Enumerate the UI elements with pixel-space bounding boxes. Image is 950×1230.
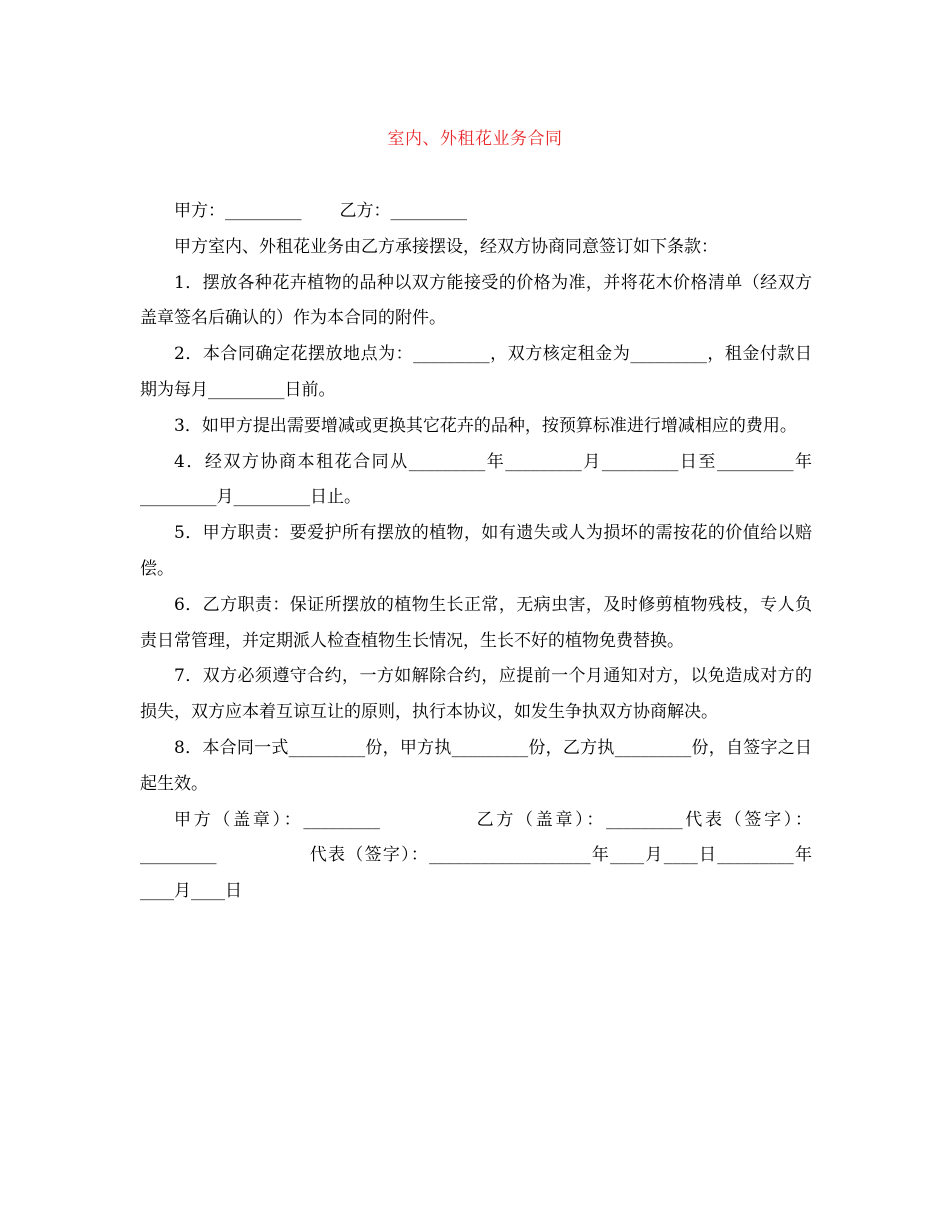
clause-4: 4．经双方协商本租花合同从_________年_________月_________日至_________年_________月_________日止。 [140,451,812,508]
intro-paragraph: 甲方室内、外租花业务由乙方承接摆设，经双方协商同意签订如下条款： [174,236,718,257]
clause-1: 1．摆放各种花卉植物的品种以双方能接受的价格为准，并将花木价格清单（经双方盖章签名后确认的）作为本合同的附件。 [140,272,812,329]
party-b: 乙方：_________ [339,201,467,221]
signature-part-c: 代表（签字）：___________________年____月____日_________年____月____日 [140,845,812,902]
document-title: 室内、外租花业务合同 [387,129,563,149]
parties-line [140,194,812,230]
clause-2: 2．本合同确定花摆放地点为：_________，双方核定租金为_________，租金付款日期为每月_________日前。 [140,344,812,400]
clause-5: 5．甲方职责：要爱护所有摆放的植物，如有遗失或人为损坏的需按花的价值给以赔偿。 [140,523,812,579]
signature-part-b: 乙方（盖章）：_________代表（签字）：_________ [140,809,813,866]
party-a: 甲方：_________ [174,201,302,221]
signature-part-a: 甲方（盖章）：_________ [174,809,380,830]
signature-block [140,803,812,910]
clause-7: 7．双方必须遵守合约，一方如解除合约，应提前一个月通知对方，以免造成对方的损失，双方应本着互谅互让的原则，执行本协议，如发生争执双方协商解决。 [140,666,812,723]
clause-3: 3．如甲方提出需要增减或更换其它花卉的品种，按预算标准进行增减相应的费用。 [174,415,797,436]
clause-6: 6．乙方职责：保证所摆放的植物生长正常，无病虫害，及时修剪植物残枝，专人负责日常管理，并定期派人检查植物生长情况，生长不好的植物免费替换。 [140,594,812,651]
clause-8: 8．本合同一式_________份，甲方执_________份，乙方执_________份，自签字之日起生效。 [140,737,812,794]
document-body [140,194,812,910]
